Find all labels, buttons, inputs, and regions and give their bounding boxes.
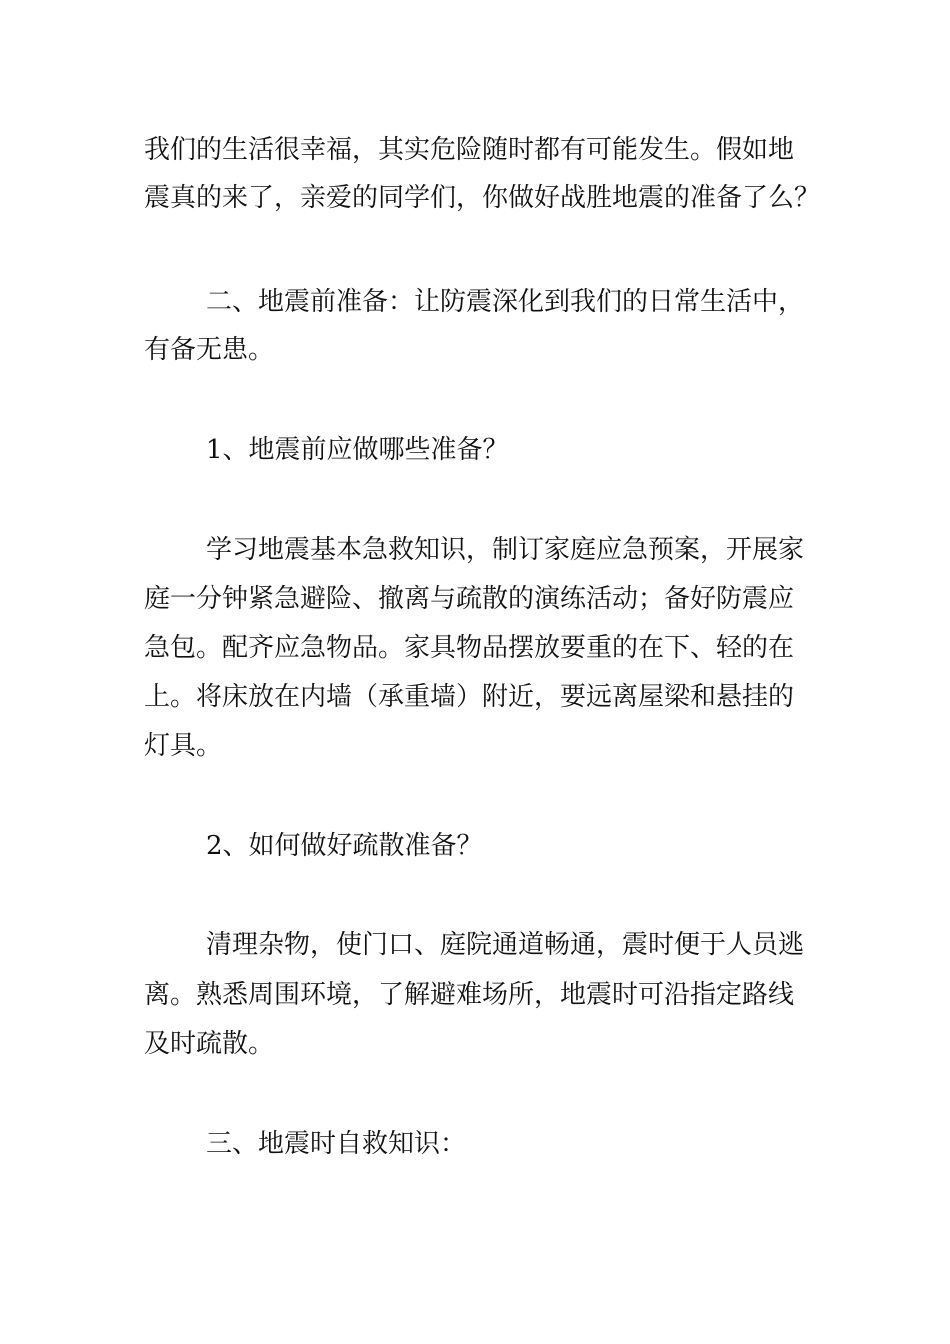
- q2-answer-line-3: 及时疏散。: [144, 1029, 275, 1059]
- section-2-heading-line-2: 有备无患。: [144, 335, 275, 365]
- q1-answer-line-2: 庭一分钟紧急避险、撤离与疏散的演练活动；备好防震应: [144, 584, 795, 614]
- q1-answer-line-3: 急包。配齐应急物品。家具物品摆放要重的在下、轻的在: [144, 633, 795, 663]
- q2-answer-line-2: 离。熟悉周围环境，了解避难场所，地震时可沿指定路线: [144, 980, 795, 1010]
- intro-line-2: 震真的来了，亲爱的同学们，你做好战胜地震的准备了么？: [144, 183, 821, 213]
- intro-line-1: 我们的生活很幸福，其实危险随时都有可能发生。假如地: [144, 135, 795, 165]
- section-3-heading: 三、地震时自救知识：: [206, 1129, 467, 1159]
- q1-answer-line-1: 学习地震基本急救知识，制订家庭应急预案，开展家: [206, 535, 805, 565]
- section-2-heading-line-1: 二、地震前准备：让防震深化到我们的日常生活中，: [206, 287, 805, 317]
- q2-heading: 2、如何做好疏散准备？: [206, 831, 483, 861]
- q2-answer-line-1: 清理杂物，使门口、庭院通道畅通，震时便于人员逃: [206, 930, 805, 960]
- q1-answer-line-4: 上。将床放在内墙（承重墙）附近，要远离屋梁和悬挂的: [144, 682, 795, 712]
- q1-heading: 1、地震前应做哪些准备？: [206, 435, 509, 465]
- q1-answer-line-5: 灯具。: [144, 731, 223, 761]
